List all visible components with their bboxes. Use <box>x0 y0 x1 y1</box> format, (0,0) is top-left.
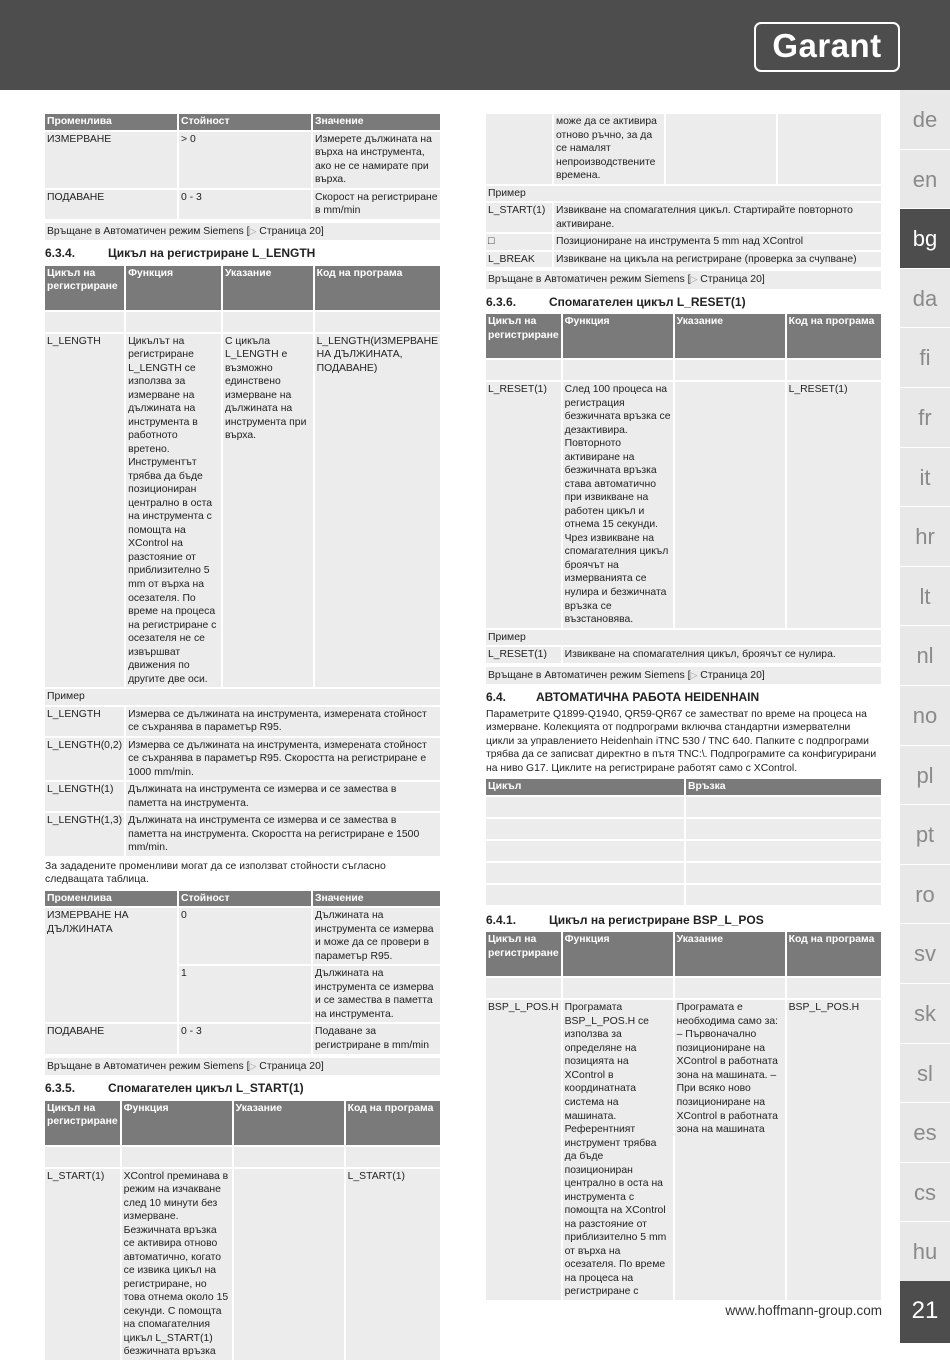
empty-cell <box>686 885 881 905</box>
empty-cell <box>486 360 561 380</box>
table-cell: L_LENGTH <box>45 707 124 736</box>
example-label: Пример <box>486 186 881 202</box>
empty-cell <box>486 114 552 184</box>
lang-tab-cs[interactable]: cs <box>900 1163 950 1223</box>
empty-cell <box>686 863 881 883</box>
empty-cell <box>787 360 881 380</box>
section-number: 6.3.6. <box>486 294 517 309</box>
l-reset-table <box>484 312 883 664</box>
lang-tab-sl[interactable]: sl <box>900 1044 950 1104</box>
empty-cell <box>486 797 684 817</box>
col-header: Цикъл на регистриране <box>486 314 561 358</box>
l-length-table <box>43 264 442 858</box>
arrow-icon: ▷ <box>690 274 698 285</box>
back-link-page: Страница 20] <box>256 225 324 237</box>
lang-tab-no[interactable]: no <box>900 686 950 746</box>
section-title: Спомагателен цикъл L_START(1) <box>108 1081 304 1096</box>
section-heading <box>486 913 881 929</box>
lang-tab-hu[interactable]: hu <box>900 1222 950 1282</box>
empty-cell <box>675 978 785 998</box>
col-header: Указание <box>675 314 785 358</box>
table-cell: L_RESET(1) <box>486 382 561 627</box>
table-cell: 1 <box>179 966 311 1022</box>
section-title: Спомагателен цикъл L_RESET(1) <box>549 294 746 309</box>
back-link[interactable] <box>45 223 440 241</box>
lang-tab-ro[interactable]: ro <box>900 865 950 925</box>
example-label: Пример <box>486 630 881 646</box>
table-cell: Извикване на спомагателния цикъл, броячът се нулира. <box>563 647 881 663</box>
empty-cell <box>778 114 881 184</box>
table-cell: Извикване на спомагателния цикъл. Стартирайте повторното активиране. <box>554 203 881 232</box>
col-header: Указание <box>223 266 313 310</box>
back-link[interactable] <box>486 667 881 685</box>
section-heading <box>45 246 440 262</box>
table-cell: 0 - 3 <box>179 1024 311 1053</box>
empty-cell <box>223 312 313 332</box>
right-column <box>486 112 881 1302</box>
garant-logo: Garant <box>754 22 900 72</box>
table-cell: Извикване на цикъла на регистриране (проверка за счупване) <box>554 252 881 268</box>
table-cell: Измерва се дължината на инструмента, измерената стойност се съхранява в параметър R95. Скоростта на регистриране е 1000 mm/min. <box>126 738 440 781</box>
table-cell: BSP_L_POS.H <box>787 1000 881 1299</box>
table-cell: XControl преминава в режим на изчакване след 10 минути без измерване. Безжичната връзка се активира отново автоматично, когато се извика цикъл на регистриране, но това отнема около 15 секунди. С помощта на спомагателния цикъл L_START(1) безжичната връзка <box>122 1169 232 1360</box>
col-header: Код на програма <box>787 314 881 358</box>
table-cell: След 100 процеса на регистрация безжичната връзка се дезактивира. Повторното активиране на безжичната връзка става автоматично при извикване на работен цикъл и отнема 15 секунди. Чрез извикване на спомагателния цикъл броячът на измерванията се нулира и безжичната връзка се възстановява. <box>563 382 673 627</box>
empty-cell <box>486 885 684 905</box>
table-cell: Програмата BSP_L_POS.H се използва за определяне на позицията на XControl в координатната система на машината. Референтният инструмент трябва да бъде позициониран централно в оста на инструмента с помощта на XControl на разстояние от приблизително 5 mm от върха на осезателя. По време на процеса на регистриране с <box>563 1000 673 1299</box>
arrow-icon: ▷ <box>249 225 257 236</box>
table-cell: L_START(1) <box>486 203 552 232</box>
table-cell <box>675 382 785 627</box>
table-cell: Позициониране на инструмента 5 mm над XControl <box>554 234 881 250</box>
lang-tab-pt[interactable]: pt <box>900 805 950 865</box>
table-cell: може да се активира отново ръчно, за да се намалят непроизводствените времена. <box>554 114 664 184</box>
table-cell: Дължината на инструмента се измерва и се замества в паметта на инструмента. <box>313 966 440 1022</box>
variables-table-1 <box>43 112 442 221</box>
table-cell: L_LENGTH <box>45 334 124 687</box>
l-start-continued-table <box>484 112 883 269</box>
section-heading <box>45 1081 440 1097</box>
empty-cell <box>45 312 124 332</box>
section-title: Цикъл на регистриране BSP_L_POS <box>549 912 764 927</box>
empty-cell <box>486 863 684 883</box>
col-header: Цикъл на регистриране <box>486 932 561 976</box>
table-cell: L_RESET(1) <box>787 382 881 627</box>
table-cell: L_START(1) <box>45 1169 120 1360</box>
table-cell: L_LENGTH(ИЗМЕРВАНЕ НА ДЪЛЖИНАТА, ПОДАВАНЕ) <box>315 334 440 687</box>
lang-tab-da[interactable]: da <box>900 269 950 329</box>
col-header: Функция <box>122 1101 232 1145</box>
table-cell <box>234 1169 344 1360</box>
back-link[interactable] <box>486 271 881 289</box>
table-cell: L_LENGTH(1) <box>45 782 124 811</box>
empty-cell <box>563 360 673 380</box>
col-header: Цикъл <box>486 779 684 795</box>
table-cell: L_START(1) <box>346 1169 440 1360</box>
bsp-l-pos-table <box>484 930 883 1301</box>
empty-cell <box>563 978 673 998</box>
col-header: Код на програма <box>315 266 440 310</box>
empty-cell <box>486 841 684 861</box>
table-cell: L_LENGTH(1,3) <box>45 813 124 856</box>
variables-table-2 <box>43 889 442 1056</box>
empty-cell <box>234 1147 344 1167</box>
note-text: За зададените променливи могат да се използват стойности съгласно следващата таблица. <box>45 860 386 886</box>
table-cell: L_BREAK <box>486 252 552 268</box>
col-header: Цикъл на регистриране <box>45 1101 120 1145</box>
table-cell: Дължината на инструмента се измерва и се замества в паметта на инструмента. Скоростта на регистриране е 1500 mm/min. <box>126 813 440 856</box>
table-cell: Програмата е необходима само за: – Първоначално позициониране на XControl в работната зона на машината. – При всяко ново позициониране на XControl в работната зона на машината <box>675 1000 785 1299</box>
section-heading <box>486 295 881 311</box>
empty-cell <box>666 114 776 184</box>
table-cell: Дължината на инструмента се измерва и може да се провери в параметър R95. <box>313 908 440 964</box>
lang-tab-hr[interactable]: hr <box>900 507 950 567</box>
page-number: 21 <box>900 1281 950 1343</box>
lang-tab-es[interactable]: es <box>900 1103 950 1163</box>
lang-tab-sk[interactable]: sk <box>900 984 950 1044</box>
lang-tab-de[interactable]: de <box>900 90 950 150</box>
table-cell: BSP_L_POS.H <box>486 1000 561 1299</box>
col-header: Променлива <box>45 114 177 130</box>
table-cell: > 0 <box>179 132 311 188</box>
table-cell: ИЗМЕРВАНЕ НА ДЪЛЖИНАТА <box>45 908 177 1022</box>
col-header: Указание <box>675 932 785 976</box>
language-sidebar <box>900 90 950 1282</box>
empty-cell <box>787 978 881 998</box>
lang-tab-en[interactable]: en <box>900 150 950 210</box>
lang-tab-fr[interactable]: fr <box>900 388 950 448</box>
page-header <box>0 0 950 90</box>
back-link[interactable] <box>45 1058 440 1076</box>
empty-cell <box>675 360 785 380</box>
lang-tab-lt[interactable]: lt <box>900 567 950 627</box>
section-number: 6.4.1. <box>486 912 517 927</box>
col-header: Значение <box>313 114 440 130</box>
table-cell: Скорост на регистриране в mm/min <box>313 190 440 219</box>
table-cell: 0 <box>179 908 311 964</box>
back-link-page: Страница 20] <box>256 1060 324 1072</box>
l-start-table <box>43 1099 442 1362</box>
table-cell: L_LENGTH(0,2) <box>45 738 124 781</box>
empty-cell <box>486 819 684 839</box>
example-label: Пример <box>45 689 440 705</box>
col-header: Функция <box>563 932 673 976</box>
table-cell: Измерва се дължината на инструмента, измерената стойност се съхранява в параметър R95. <box>126 707 440 736</box>
table-cell: С цикъла L_LENGTH е възможно единствено измерване на дължината на инструмента при върха. <box>223 334 313 687</box>
empty-cell <box>315 312 440 332</box>
table-cell: Подаване за регистриране в mm/min <box>313 1024 440 1053</box>
lang-tab-nl[interactable]: nl <box>900 626 950 686</box>
arrow-icon: ▷ <box>690 669 698 680</box>
col-header: Функция <box>563 314 673 358</box>
table-cell: Дължината на инструмента се измерва и се замества в паметта на инструмента. <box>126 782 440 811</box>
empty-cell <box>45 1147 120 1167</box>
arrow-icon: ▷ <box>249 1060 257 1071</box>
table-cell: ПОДАВАНЕ <box>45 1024 177 1053</box>
table-cell: Измерете дължината на върха на инструмента, ако не се намирате при върха. <box>313 132 440 188</box>
table-cell: ПОДАВАНЕ <box>45 190 177 219</box>
empty-cell <box>126 312 221 332</box>
back-link-text: Връщане в Автоматичен режим Siemens [ <box>488 274 691 286</box>
col-header: Значение <box>313 891 440 907</box>
back-link-text: Връщане в Автоматичен режим Siemens [ <box>47 1060 250 1072</box>
paragraph: Параметрите Q1899-Q1940, QR59-QR67 се заместват по време на процеса на измерване. Колекцията от подпрограми включва стандартни измервателни цикли за управлението Heidenhain iTNC 530 / TNC 640. Папките с подпрограми трябва да се записват директно в пътя TNC:\. Подпрограмите са конфигурирани на ниво G17. Циклите на регистриране работят само с XControl. <box>486 708 877 774</box>
section-title: АВТОМАТИЧНА РАБОТА HEIDENHAIN <box>536 690 760 705</box>
lang-tab-fi[interactable]: fi <box>900 328 950 388</box>
empty-cell <box>686 841 881 861</box>
col-header: Код на програма <box>346 1101 440 1145</box>
col-header: Стойност <box>179 114 311 130</box>
left-column <box>45 112 440 1362</box>
lang-tab-pl[interactable]: pl <box>900 746 950 806</box>
lang-tab-it[interactable]: it <box>900 448 950 508</box>
back-link-page: Страница 20] <box>697 669 765 681</box>
lang-tab-sv[interactable]: sv <box>900 924 950 984</box>
heidenhain-cycles-table <box>484 777 883 907</box>
col-header: Стойност <box>179 891 311 907</box>
footer-url[interactable]: www.hoffmann-group.com <box>725 1303 882 1318</box>
col-header: Връзка <box>686 779 881 795</box>
lang-tab-bg[interactable]: bg <box>900 209 950 269</box>
table-cell: ИЗМЕРВАНЕ <box>45 132 177 188</box>
back-link-text: Връщане в Автоматичен режим Siemens [ <box>488 669 691 681</box>
col-header: Указание <box>234 1101 344 1145</box>
section-heading <box>486 690 881 706</box>
empty-cell <box>486 978 561 998</box>
section-number: 6.4. <box>486 690 507 705</box>
missing-glyph-icon: □ <box>486 234 552 250</box>
back-link-page: Страница 20] <box>697 274 765 286</box>
col-header: Функция <box>126 266 221 310</box>
empty-cell <box>346 1147 440 1167</box>
table-cell: 0 - 3 <box>179 190 311 219</box>
col-header: Променлива <box>45 891 177 907</box>
col-header: Цикъл на регистриране <box>45 266 124 310</box>
table-cell: L_RESET(1) <box>486 647 561 663</box>
empty-cell <box>686 797 881 817</box>
section-number: 6.3.4. <box>45 246 76 261</box>
back-link-text: Връщане в Автоматичен режим Siemens [ <box>47 225 250 237</box>
empty-cell <box>122 1147 232 1167</box>
empty-cell <box>686 819 881 839</box>
col-header: Код на програма <box>787 932 881 976</box>
table-cell: Цикълът на регистриране L_LENGTH се използва за измерване на дължината на инструмента в работното вретено. Инструментът трябва да бъде позициониран централно в оста на инструмента с помощта на XControl на разстояние от приблизително 5 mm от върха на осезателя. По време на процеса на регистриране с осезателя не се извършват движения по другите две оси. <box>126 334 221 687</box>
section-number: 6.3.5. <box>45 1081 76 1096</box>
section-title: Цикъл на регистриране L_LENGTH <box>108 246 316 261</box>
